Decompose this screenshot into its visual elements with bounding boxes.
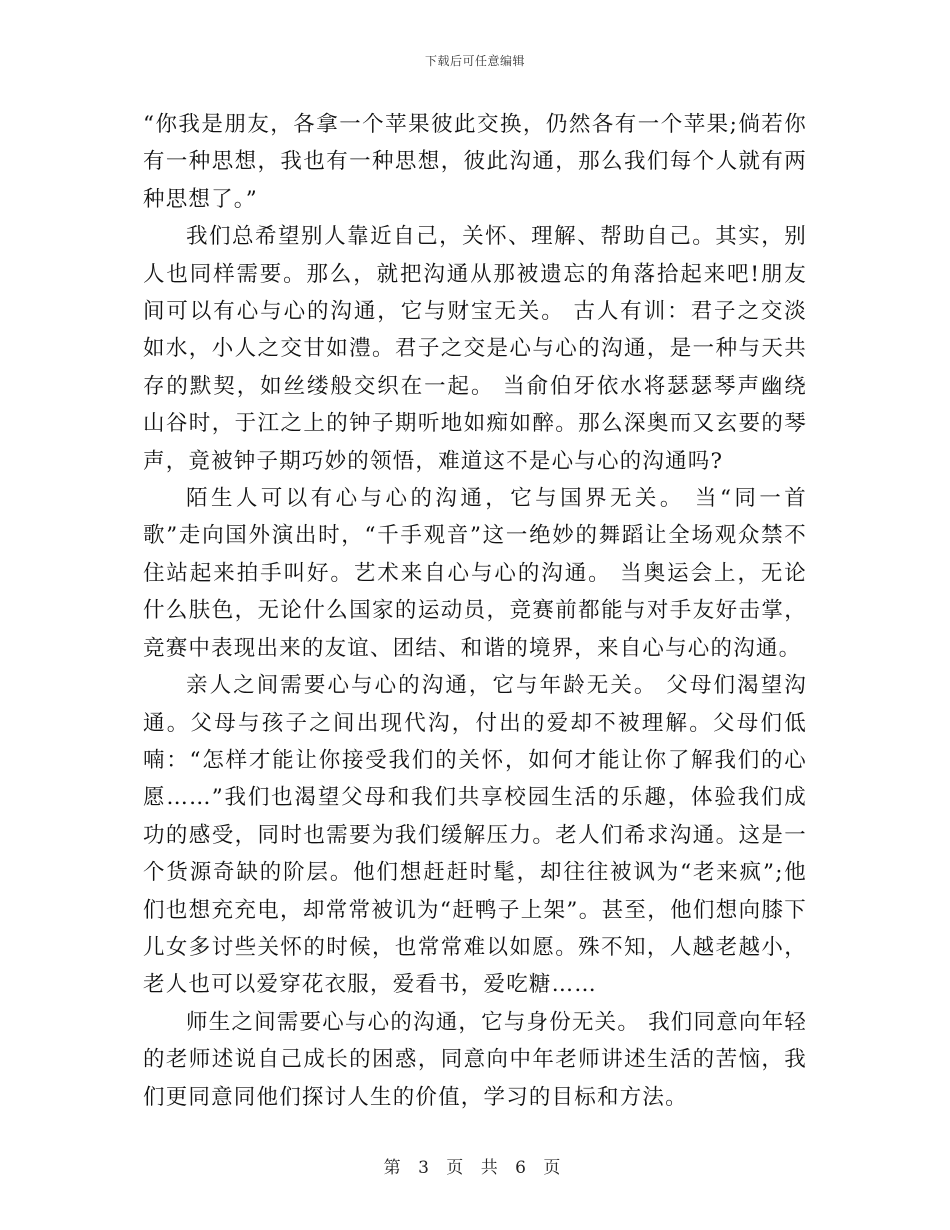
paragraph-quote: “你我是朋友，各拿一个苹果彼此交换，仍然各有一个苹果;倘若你有一种思想，我也有一种思想，彼此沟通，那么我们每个人就有两种思想了。” bbox=[143, 112, 807, 212]
paragraph-teachers: 师生之间需要心与心的沟通，它与身份无关。 我们同意向年轻的老师述说自己成长的困惑，同意向中年老师讲述生活的苦恼，我们更同意同他们探讨人生的价值，学习的目标和方法。 bbox=[143, 1009, 807, 1110]
document-body bbox=[143, 106, 807, 1116]
page-header-note: 下载后可任意编辑 bbox=[424, 54, 525, 68]
paragraph-strangers: 陌生人可以有心与心的沟通，它与国界无关。 当“同一首歌”走向国外演出时，“千手观音”这一绝妙的舞蹈让全场观众禁不住站起来拍手叫好。艺术来自心与心的沟通。 当奥运会上，无论什么肤色，无论什么国家的运动员，竞赛前都能与对手友好击掌，竞赛中表现出来的友谊、团结、和谐的境界，来自心与心的沟通。 bbox=[143, 486, 807, 661]
page-number: 第 3 页 共 6 页 bbox=[383, 1158, 567, 1178]
paragraph-friends: 我们总希望别人靠近自己，关怀、理解、帮助自己。其实，别人也同样需要。那么，就把沟通从那被遗忘的角落拾起来吧!朋友间可以有心与心的沟通，它与财宝无关。 古人有训：君子之交淡如水，小人之交甘如澧。君子之交是心与心的沟通，是一种与天共存的默契，如丝缕般交织在一起。 当俞伯牙依水将瑟瑟琴声幽绕山谷时，于江之上的钟子期听地如痴如醉。那么深奥而又玄要的琴声，竟被钟子期巧妙的领悟，难道这不是心与心的沟通吗? bbox=[143, 224, 807, 474]
paragraph-family: 亲人之间需要心与心的沟通，它与年龄无关。 父母们渴望沟通。父母与孩子之间出现代沟，付出的爱却不被理解。父母们低喃：“怎样才能让你接受我们的关怀，如何才能让你了解我们的心愿……”我们也渴望父母和我们共享校园生活的乐趣，体验我们成功的感受，同时也需要为我们缓解压力。老人们希求沟通。这是一个货源奇缺的阶层。他们想赶赶时髦，却往往被讽为“老来疯”;他们也想充充电，却常常被讥为“赶鸭子上架”。甚至，他们想向膝下儿女多讨些关怀的时候，也常常难以如愿。殊不知，人越老越小，老人也可以爱穿花衣服，爱看书，爱吃糖…… bbox=[143, 673, 807, 998]
